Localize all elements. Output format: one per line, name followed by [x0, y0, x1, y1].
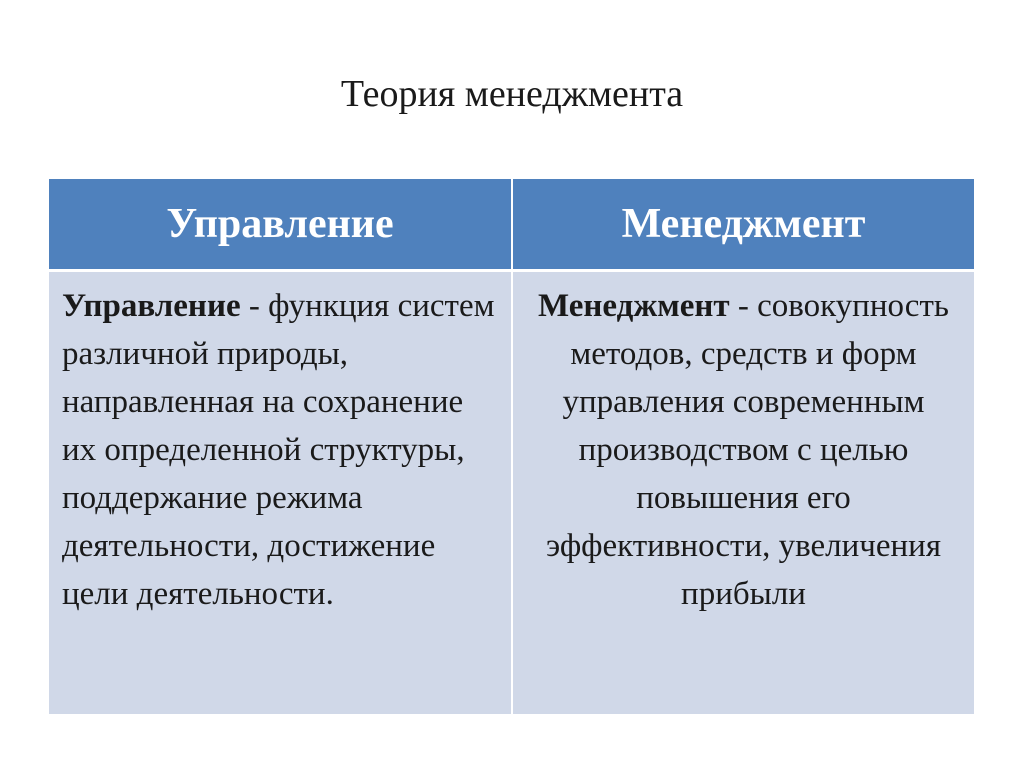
definition-text-upravlenie: - функция систем различной природы, направленная на сохранение их определенной структуры, поддержание режима деятельности, достижение цели деятельности. — [62, 288, 495, 612]
definition-text-menedzhment: - совокупность методов, средств и форм управления современным производством с целью повышения его эффективности, увеличения прибыли — [545, 288, 949, 612]
header-upravlenie: Управление — [49, 179, 512, 271]
header-menedzhment: Менеджмент — [512, 179, 974, 271]
term-upravlenie: Управление — [62, 288, 241, 324]
table-header-row — [49, 179, 974, 271]
definition-cell-menedzhment — [512, 271, 974, 715]
slide-title: Теория менеджмента — [340, 73, 684, 115]
definition-cell-upravlenie — [49, 271, 512, 715]
term-menedzhment: Менеджмент — [538, 288, 730, 324]
table-row — [49, 271, 974, 715]
comparison-table — [49, 179, 974, 714]
